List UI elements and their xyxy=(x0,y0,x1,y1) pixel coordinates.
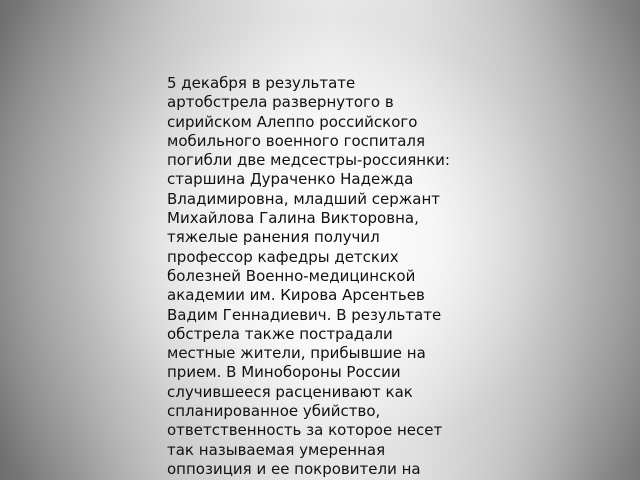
text-line: местные жители, прибывшие на xyxy=(167,344,426,363)
slide-body-text xyxy=(167,74,487,479)
text-line: так называемая умеренная xyxy=(167,440,386,459)
text-line: Владимировна, младший сержант xyxy=(167,189,441,208)
text-line: прием. В Минобороны России xyxy=(167,363,401,382)
text-line: сирийском Алеппо российского xyxy=(167,112,418,131)
text-line: болезней Военно-медицинской xyxy=(167,266,416,285)
text-line: обстрела также пострадали xyxy=(167,324,393,343)
text-line: мобильного военного госпиталя xyxy=(167,131,425,150)
text-line: старшина Дураченко Надежда xyxy=(167,170,414,189)
text-line: спланированное убийство, xyxy=(167,402,381,421)
text-line: тяжелые ранения получил xyxy=(167,228,380,247)
text-line: погибли две медсестры-россиянки: xyxy=(167,151,450,170)
text-line: ответственность за которое несет xyxy=(167,421,443,440)
text-line: оппозиция и ее покровители на xyxy=(167,459,421,478)
text-line: случившееся расценивают как xyxy=(167,382,413,401)
text-line: профессор кафедры детских xyxy=(167,247,399,266)
text-line: артобстрела развернутого в xyxy=(167,93,394,112)
text-line: Вадим Геннадиевич. В результате xyxy=(167,305,442,324)
text-line: 5 декабря в результате xyxy=(167,74,356,92)
text-line: Михайлова Галина Викторовна, xyxy=(167,209,419,228)
text-line: академии им. Кирова Арсентьев xyxy=(167,286,425,305)
